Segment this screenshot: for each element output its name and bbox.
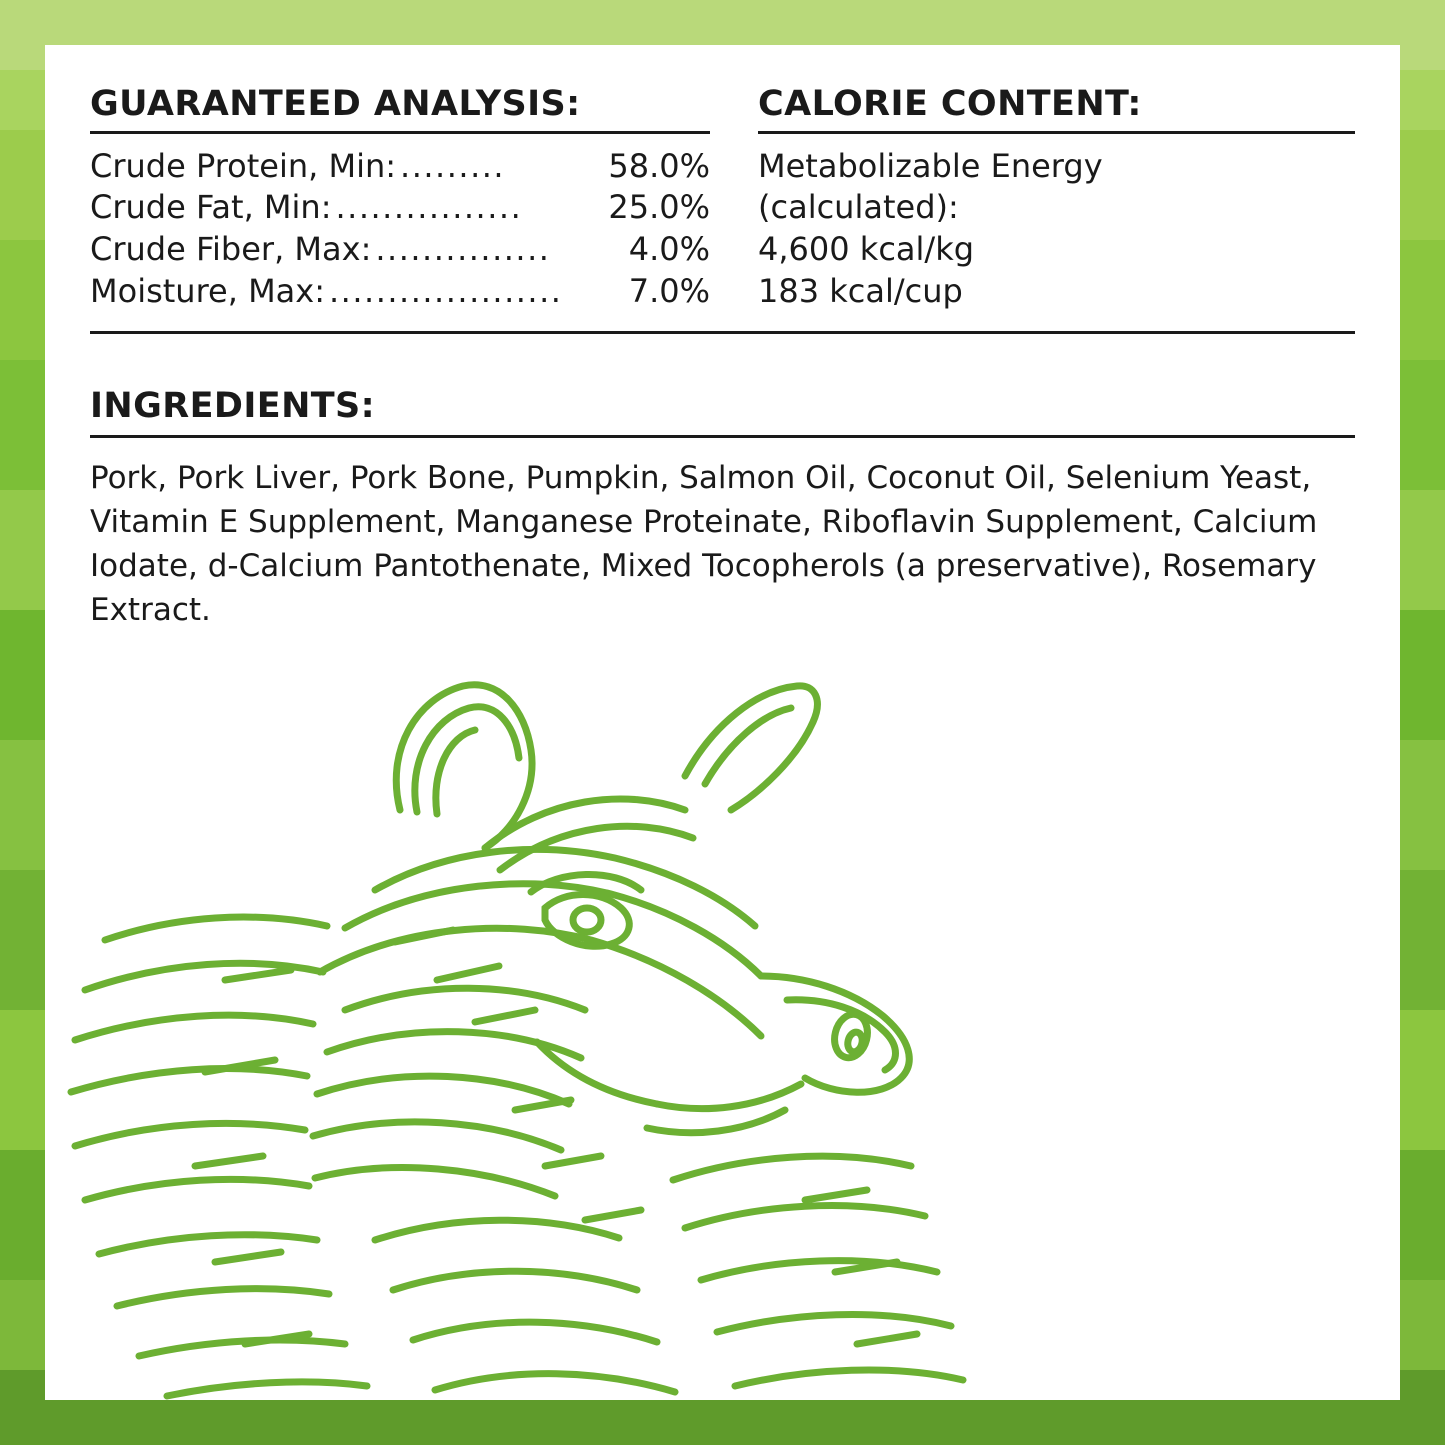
leader-dots: .................... xyxy=(329,272,563,311)
nutrient-value: 7.0% xyxy=(628,272,710,311)
pig-head-illustration xyxy=(45,680,1400,1400)
calorie-content-lines xyxy=(758,146,1355,314)
ingredients-divider xyxy=(90,435,1355,438)
label-content xyxy=(90,85,1355,632)
calorie-line: 4,600 kcal/kg xyxy=(758,230,975,269)
nutrient-value: 58.0% xyxy=(608,146,710,185)
calorie-content-title: CALORIE CONTENT: xyxy=(758,84,1142,124)
calorie-line: 183 kcal/cup xyxy=(758,272,963,311)
section-divider xyxy=(90,331,1355,334)
guaranteed-analysis-row xyxy=(90,146,710,188)
ingredients-section xyxy=(90,386,1355,632)
ingredients-text: Pork, Pork Liver, Pork Bone, Pumpkin, Salmon Oil, Coconut Oil, Selenium Yeast, Vitamin E Supplement, Manganese Proteinate, Riboflavin Supplement, Calcium Iodate, d-Calcium Pantothenate, Mixed Tocopherols (a preservative), Rosemary Extract. xyxy=(90,460,1318,629)
guaranteed-analysis-row xyxy=(90,271,710,313)
leader-dots: ................ xyxy=(335,188,523,227)
guaranteed-analysis-list xyxy=(90,146,710,314)
nutrient-value: 25.0% xyxy=(608,188,710,227)
nutrient-label: Moisture, Max: xyxy=(90,272,325,311)
guaranteed-analysis-title: GUARANTEED ANALYSIS: xyxy=(90,84,581,124)
calorie-line: Metabolizable Energy xyxy=(758,146,1103,185)
calorie-content-divider xyxy=(758,131,1355,134)
ingredients-title: INGREDIENTS: xyxy=(90,386,376,427)
guaranteed-analysis-row xyxy=(90,229,710,271)
calorie-content-section xyxy=(710,85,1355,313)
nutrient-label: Crude Protein, Min: xyxy=(90,146,397,185)
guaranteed-analysis-divider xyxy=(90,131,710,134)
nutrient-value: 4.0% xyxy=(628,230,710,269)
calorie-line: (calculated): xyxy=(758,188,959,227)
top-columns xyxy=(90,85,1355,313)
guaranteed-analysis-section xyxy=(90,85,710,313)
leader-dots: ......... xyxy=(400,146,506,185)
nutrient-label: Crude Fat, Min: xyxy=(90,188,332,227)
guaranteed-analysis-row xyxy=(90,187,710,229)
nutrition-label-panel xyxy=(45,45,1400,1400)
leader-dots: ............... xyxy=(375,230,551,269)
nutrient-label: Crude Fiber, Max: xyxy=(90,230,372,269)
